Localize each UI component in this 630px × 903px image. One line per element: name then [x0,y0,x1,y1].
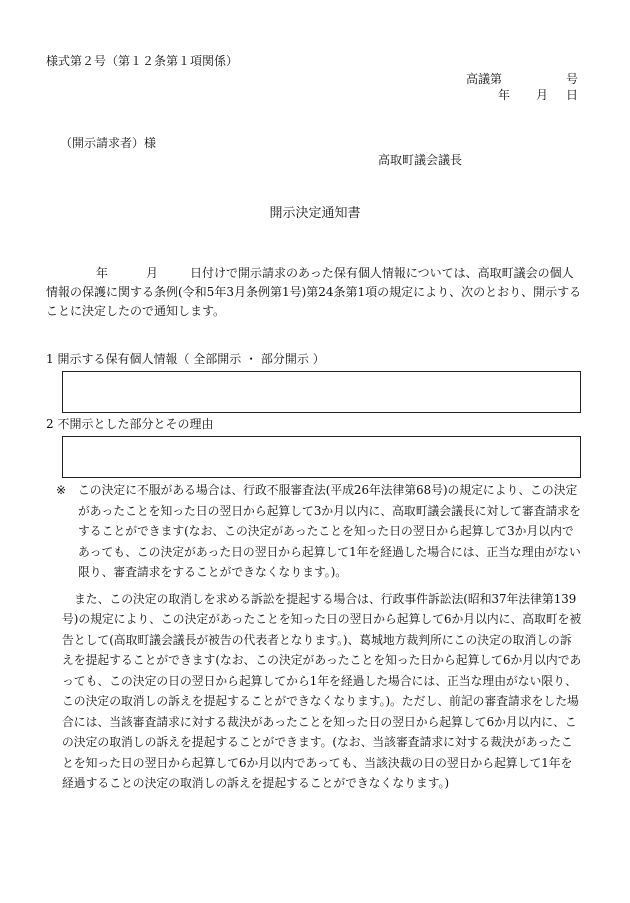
document-title: 開示決定通知書 [269,206,361,221]
notes [56,480,582,794]
document-number-prefix: 高議第 [466,72,503,86]
date-day: 日 [565,88,578,102]
section-nondisclosure-reason-label: 2 不開示とした部分とその理由 [46,417,214,431]
date-month: 月 [536,88,549,102]
note-appeal-text: この決定に不服がある場合は、行政不服審査法(平成26年法律第68号)の規定により、この決定があったことを知った日の翌日から起算して3か月以内に、高取町議会議長に対して審査請求をすることができます(なお、この決定があったことを知った日の翌日から起算して3か月以内であっても、この決定があった日の翌日から起算して1年を経過した場合には、正当な理由がない限り、審査請求をすることができなくなります。)。 [78,483,581,579]
section-disclosed-info-label: 1 開示する保有個人情報（ 全部開示 ・ 部分開示 ） [46,352,325,366]
form-number: 様式第２号（第１２条第１項関係） [46,54,239,68]
note-mark: ※ [56,483,66,497]
note-lawsuit: また、この決定の取消しを求める訴訟を提起する場合は、行政事件訴訟法(昭和37年法律第139号)の規定により、この決定があったことを知った日の翌日から起算して6か月以内に、高取町を被告として(高取町議会議長が被告の代表者となります。)、葛城地方裁判所にこの決定の取消しの訴えを提起することができます(なお、この決定があったことを知った日から起算して6か月以内であっても、この決定の日の翌日から起算してから1年を経過した場合には、正当な理由がない限り、この決定の取消しの訴えを提起することができなくなります。)。ただし、前記の審査請求をした場合には、当該審査請求に対する裁決があったことを知った日の翌日から起算して6か月以内に、この決定の取消しの訴えを提起することができます。(なお、当該審査請求に対する裁決があったことを知った日の翌日から起算して6か月以内であっても、当該決裁の日の翌日から起算して1年を経過することの決定の取消しの訴えを提起することができなくなります。) [62,591,582,790]
issuer: 高取町議会議長 [378,153,463,167]
document-number-suffix: 号 [565,72,578,86]
addressee: （開示請求者）様 [60,136,157,150]
date-year: 年 [498,88,511,102]
body-text: 日付けで開示請求のあった保有個人情報については、高取町議会の個人情報の保護に関する条例(令和5年3月条例第1号)第24条第1項の規定により、次のとおり、開示することに決定したので通知します。 [46,266,582,318]
issue-date [498,88,578,104]
disclosed-info-field[interactable] [62,371,581,413]
note-appeal [56,480,582,583]
nondisclosure-reason-field[interactable] [62,436,581,478]
body-month: 月 [146,266,159,280]
document-number [466,72,578,88]
body-year: 年 [96,266,109,280]
notice-body [46,264,582,321]
